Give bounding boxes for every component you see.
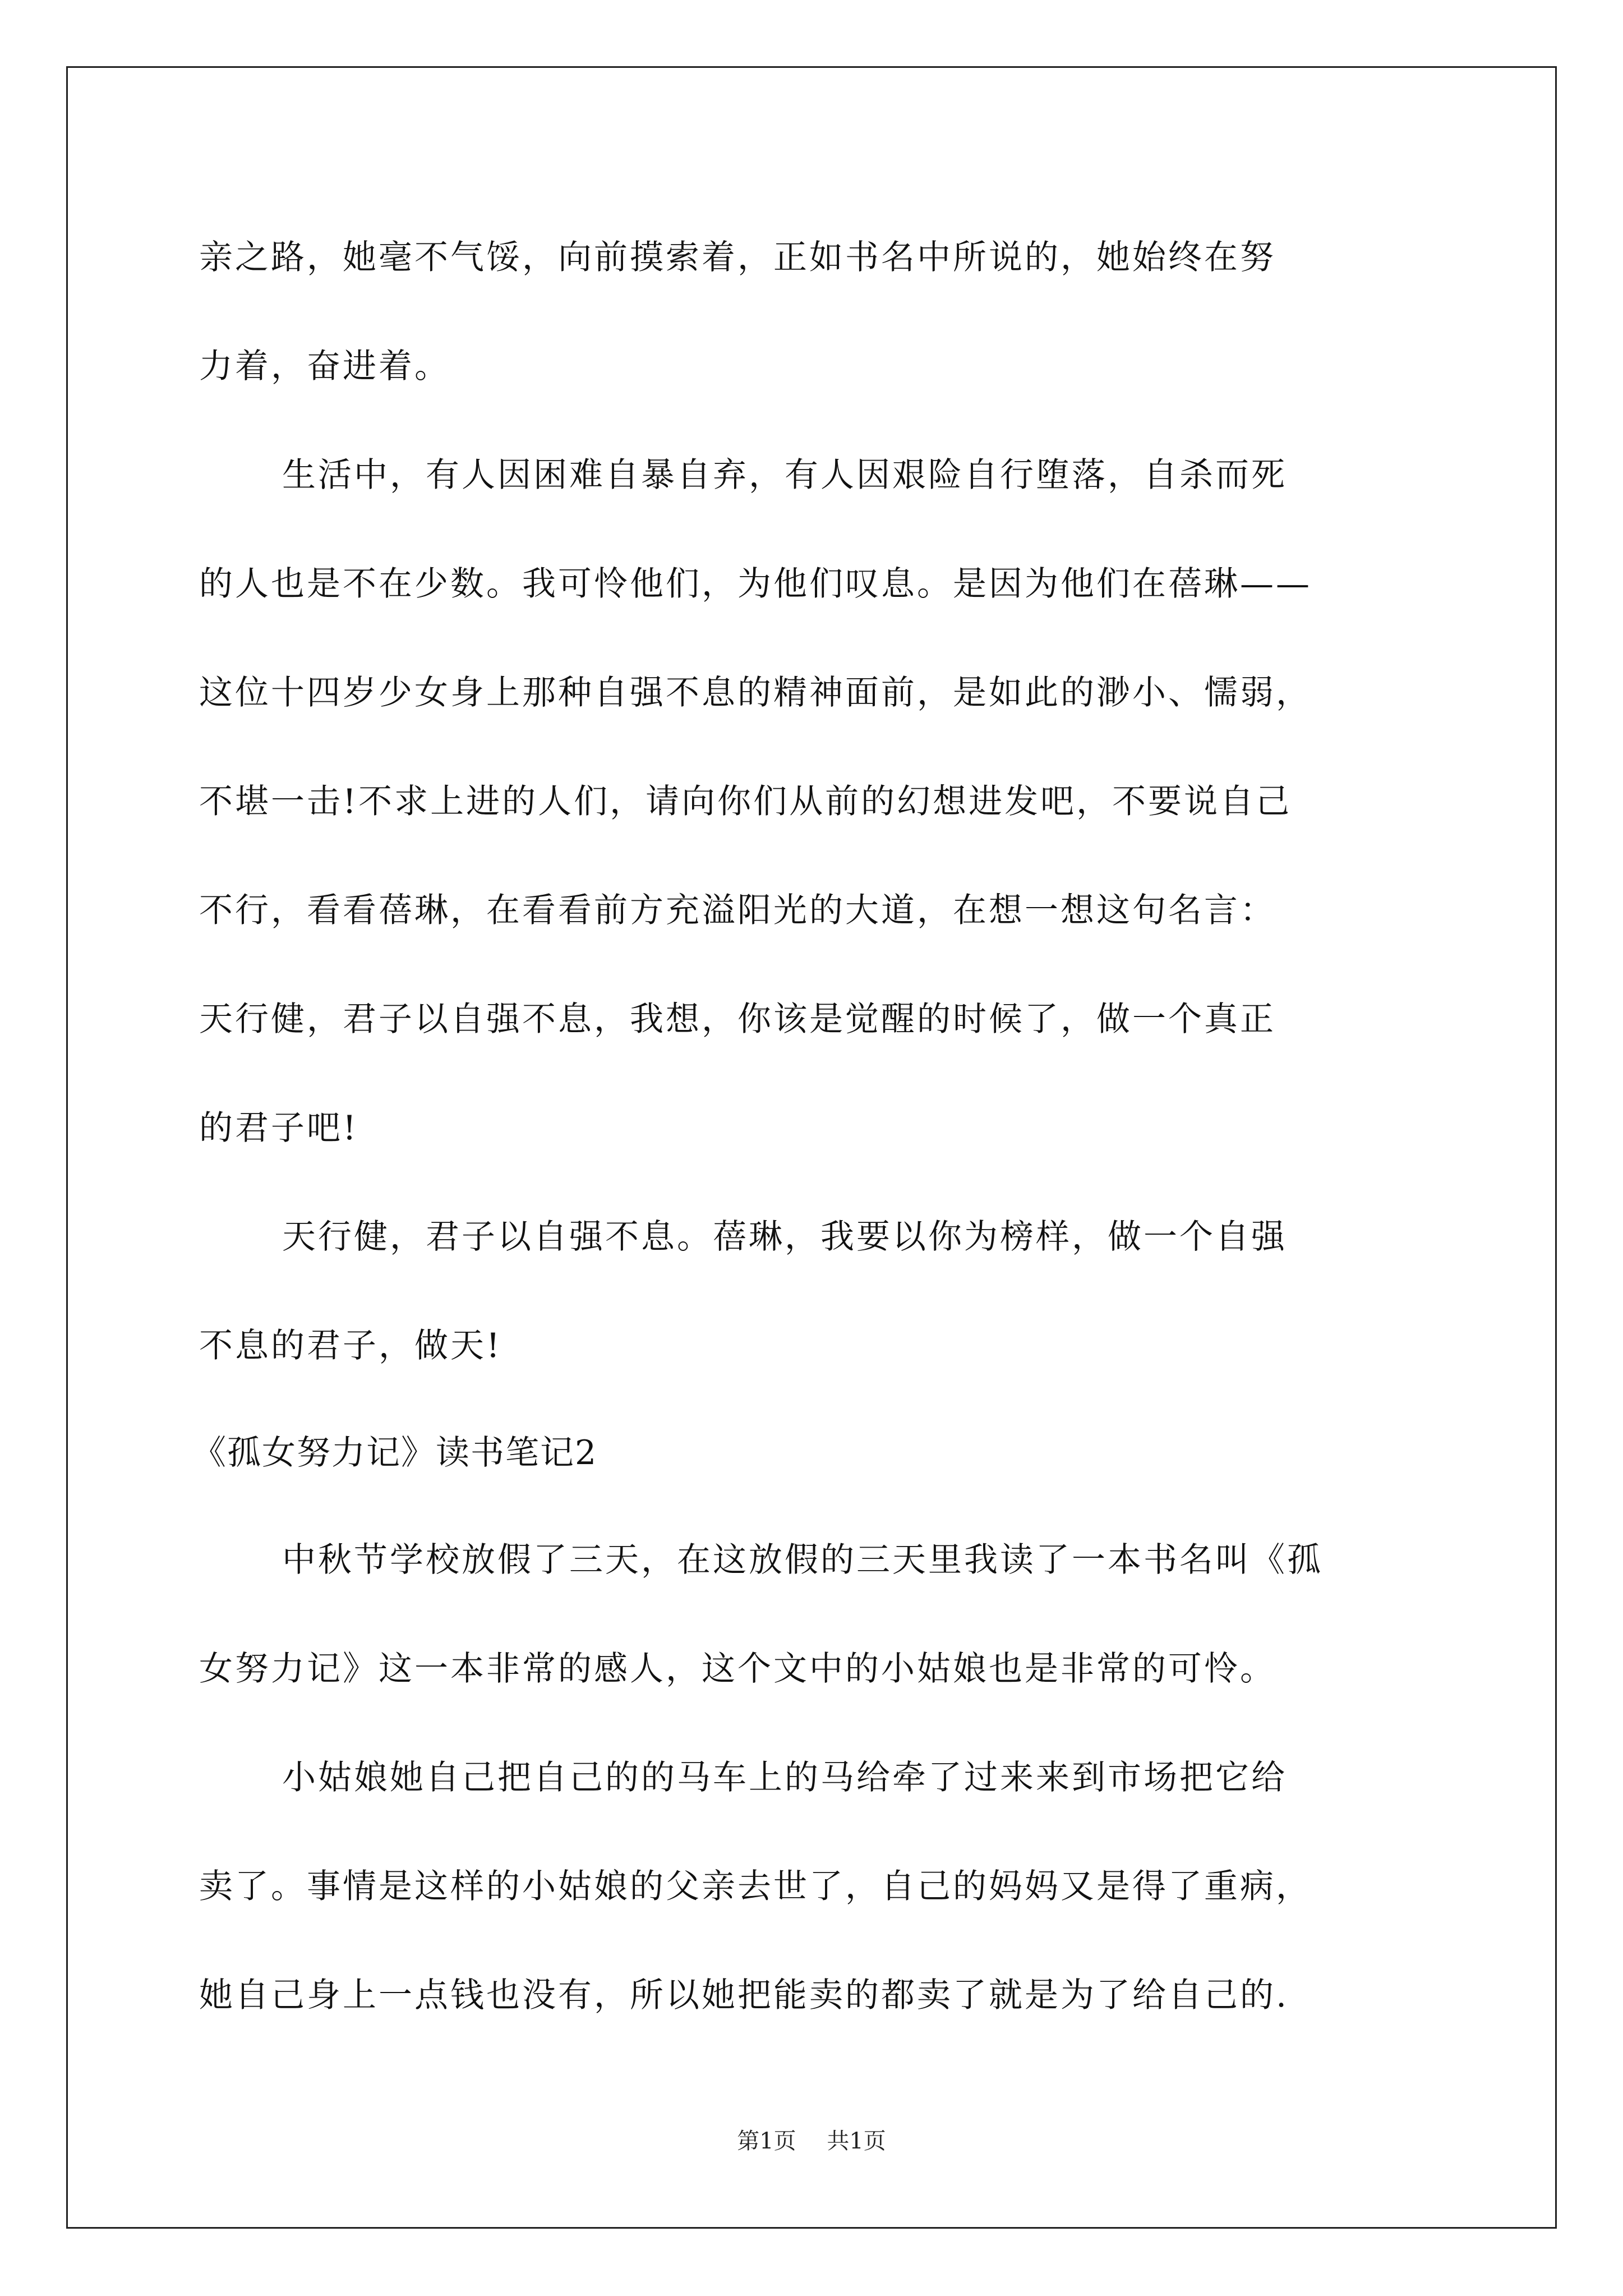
text-line: 这位十四岁少女身上那种自强不息的精神面前，是如此的渺小、懦弱， — [199, 673, 1312, 712]
text-line: 女努力记》这一本非常的感人，这个文中的小姑娘也是非常的可怜。 — [199, 1649, 1276, 1688]
text-line: 不息的君子，做天! — [199, 1326, 502, 1365]
text-line: 亲之路，她毫不气馁，向前摸索着，正如书名中所说的，她始终在努 — [199, 238, 1276, 277]
text-line: 卖了。事情是这样的小姑娘的父亲去世了，自己的妈妈又是得了重病， — [199, 1867, 1312, 1906]
text-line: 的人也是不在少数。我可怜他们，为他们叹息。是因为他们在蓓琳—— — [199, 564, 1312, 604]
paragraph-first-line: 中秋节学校放假了三天，在这放假的三天里我读了一本书名叫《孤 — [282, 1540, 1323, 1580]
text-line: 的君子吧! — [199, 1108, 359, 1148]
section-heading: 《孤女努力记》读书笔记2 — [192, 1433, 598, 1473]
paragraph-first-line: 天行健，君子以自强不息。蓓琳，我要以你为榜样，做一个自强 — [282, 1217, 1287, 1257]
document-body — [192, 203, 1433, 2050]
paragraph-first-line: 生活中，有人因困难自暴自弃，有人因艰险自行堕落，自杀而死 — [282, 455, 1287, 495]
text-line: 她自己身上一点钱也没有，所以她把能卖的都卖了就是为了给自己的. — [199, 1976, 1289, 2015]
page-total: 共1页 — [827, 2128, 886, 2154]
text-line: 不行，看看蓓琳，在看看前方充溢阳光的大道，在想一想这句名言： — [199, 891, 1276, 930]
text-line: 力着，奋进着。 — [199, 347, 450, 386]
page-number: 第1页 — [737, 2128, 796, 2154]
text-line: 天行健，君子以自强不息，我想，你该是觉醒的时候了，做一个真正 — [199, 1000, 1276, 1039]
page-footer — [0, 2123, 1623, 2155]
text-line: 不堪一击!不求上进的人们，请向你们从前的幻想进发吧，不要说自己 — [199, 782, 1292, 821]
paragraph-first-line: 小姑娘她自己把自己的的马车上的马给牵了过来来到市场把它给 — [282, 1758, 1287, 1797]
